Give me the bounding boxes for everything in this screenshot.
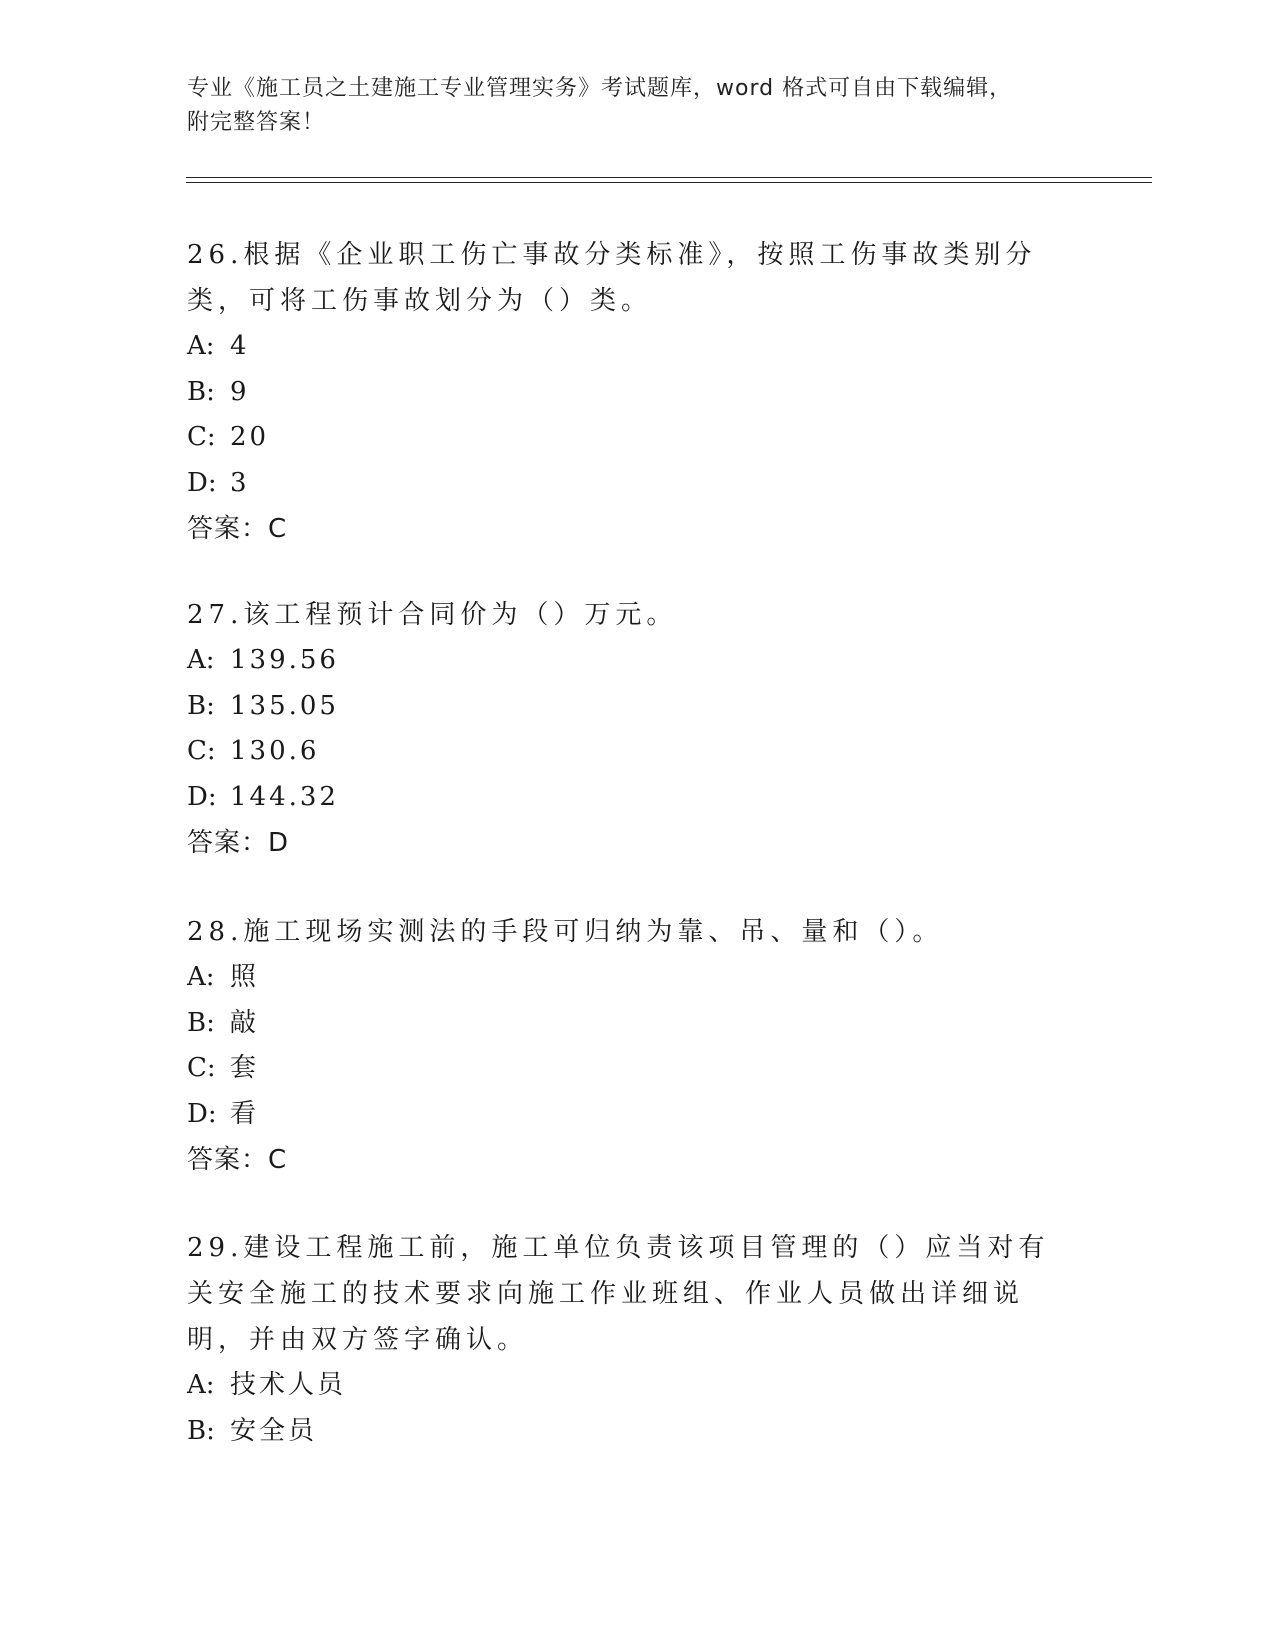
question-stem: 29.建设工程施工前，施工单位负责该项目管理的（）应当对有关安全施工的技术要求向施工作业班组、作业人员做出详细说明，并由双方签字确认。 [187,1233,1050,1355]
option-key: B: [187,1007,215,1038]
question-stem: 28.施工现场实测法的手段可归纳为靠、吊、量和（）。 [187,917,944,947]
answer-line: 答案：C [187,514,288,544]
option-key: B: [187,690,215,721]
option-key: C: [187,422,216,452]
question-26 [187,232,1067,552]
option-a [187,324,1067,370]
header-divider-thick [186,177,1152,178]
option-a [187,1363,1067,1409]
header-line-2: 附完整答案！ [187,110,326,135]
question-stem: 26.根据《企业职工伤亡事故分类标准》，按照工伤事故类别分类，可将工伤事故划分为（）类。 [187,240,1037,316]
option-value: 套 [230,1053,260,1083]
option-value: 135.05 [230,690,339,721]
answer-line: 答案：C [187,1145,288,1175]
option-value: 144.32 [230,781,339,812]
option-b [187,684,1067,730]
option-key: C: [187,1053,216,1083]
option-key: A: [187,645,215,675]
option-value: 看 [230,1098,260,1129]
option-key: A: [187,1370,215,1400]
header-line-1: 专业《施工员之土建施工专业管理实务》考试题库，word 格式可自由下载编辑， [187,76,1013,101]
option-b [187,1409,1067,1455]
option-a [187,638,1067,684]
option-b [187,370,1067,416]
header-divider-thin [186,182,1152,183]
option-value: 130.6 [230,736,320,766]
option-value: 3 [230,467,250,498]
question-stem: 27.该工程预计合同价为（）万元。 [187,600,678,630]
option-value: 安全员 [230,1415,318,1446]
option-key: D: [187,781,217,812]
question-27 [187,592,1067,866]
option-value: 139.56 [230,645,339,675]
option-key: A: [187,962,215,992]
answer-line: 答案：D [187,828,290,858]
option-key: C: [187,736,216,766]
option-d [187,461,1067,507]
option-key: B: [187,1415,215,1446]
option-d [187,775,1067,821]
option-key: A: [187,331,215,361]
option-a [187,955,1067,1001]
option-key: B: [187,376,215,407]
option-c [187,1046,1067,1092]
question-29 [187,1225,1067,1454]
option-b [187,1001,1067,1047]
option-key: D: [187,467,217,498]
option-value: 20 [230,422,270,452]
option-d [187,1092,1067,1138]
option-value: 9 [230,376,250,407]
option-value: 4 [230,331,250,361]
option-value: 敲 [230,1007,260,1038]
document-header [187,72,1067,140]
option-key: D: [187,1098,217,1129]
option-value: 技术人员 [230,1370,347,1400]
question-28 [187,909,1067,1183]
option-c [187,415,1067,461]
option-value: 照 [230,962,260,992]
option-c [187,729,1067,775]
